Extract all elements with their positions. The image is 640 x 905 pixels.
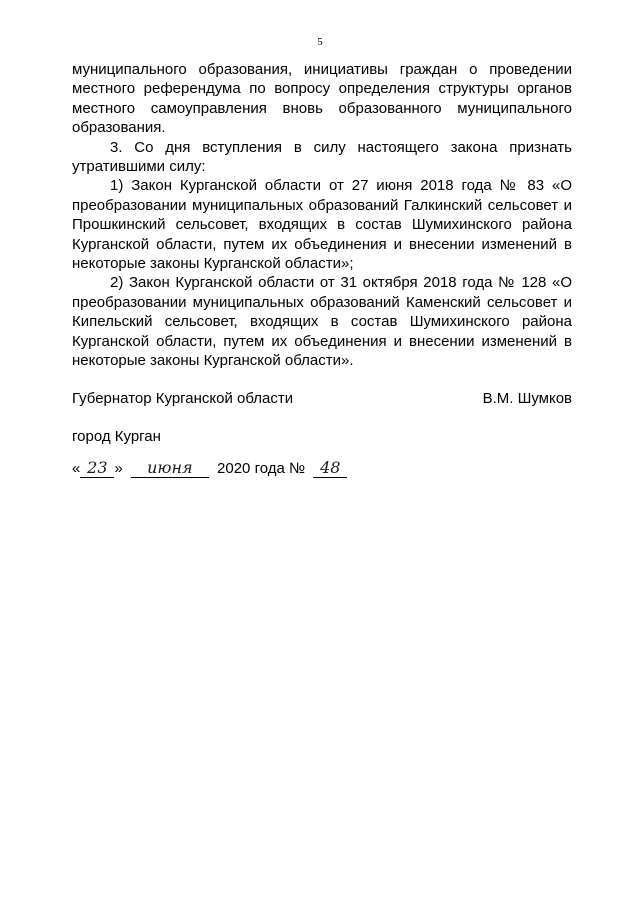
paragraph-item-3: 3. Со дня вступления в силу настоящего закона признать утратившими силу: [72,138,572,176]
paragraph-subitem-2: 2) Закон Курганской области от 31 октября 2018 года № 128 «О преобразовании муниципальных образований Каменский сельсовет и Кипельский сельсовет, входящих в состав Шумихинского района Курганской области, путем их объединения и внесении изменений в некоторые законы Курганской области». [72,274,572,370]
date-close-quote: » [114,460,123,477]
date-month-handwritten: июня [131,458,209,478]
date-line [72,458,347,478]
law-number-handwritten: 48 [313,458,347,478]
date-open-quote: « [72,460,81,477]
page-number: 5 [317,36,323,48]
city-line: город Курган [72,428,161,445]
paragraph-subitem-1: 1) Закон Курганской области от 27 июня 2018 года № 83 «О преобразовании муниципальных образований Галкинский сельсовет и Прошкинский сельсовет, входящих в состав Шумихинского района Курганской области, путем их объединения и внесении изменений в некоторые законы Курганской области»; [72,177,572,273]
signatory-title: Губернатор Курганской области [72,390,294,407]
paragraph-continuation: муниципального образования, инициативы граждан о проведении местного референдума по вопросу определения структуры органов местного самоуправления вновь образованного муниципального образования. [72,61,572,137]
document-body [72,60,572,371]
date-year-text: 2020 года № [217,460,306,477]
signatory-name: В.М. Шумков [482,390,572,407]
date-day-handwritten: 23 [80,458,114,478]
